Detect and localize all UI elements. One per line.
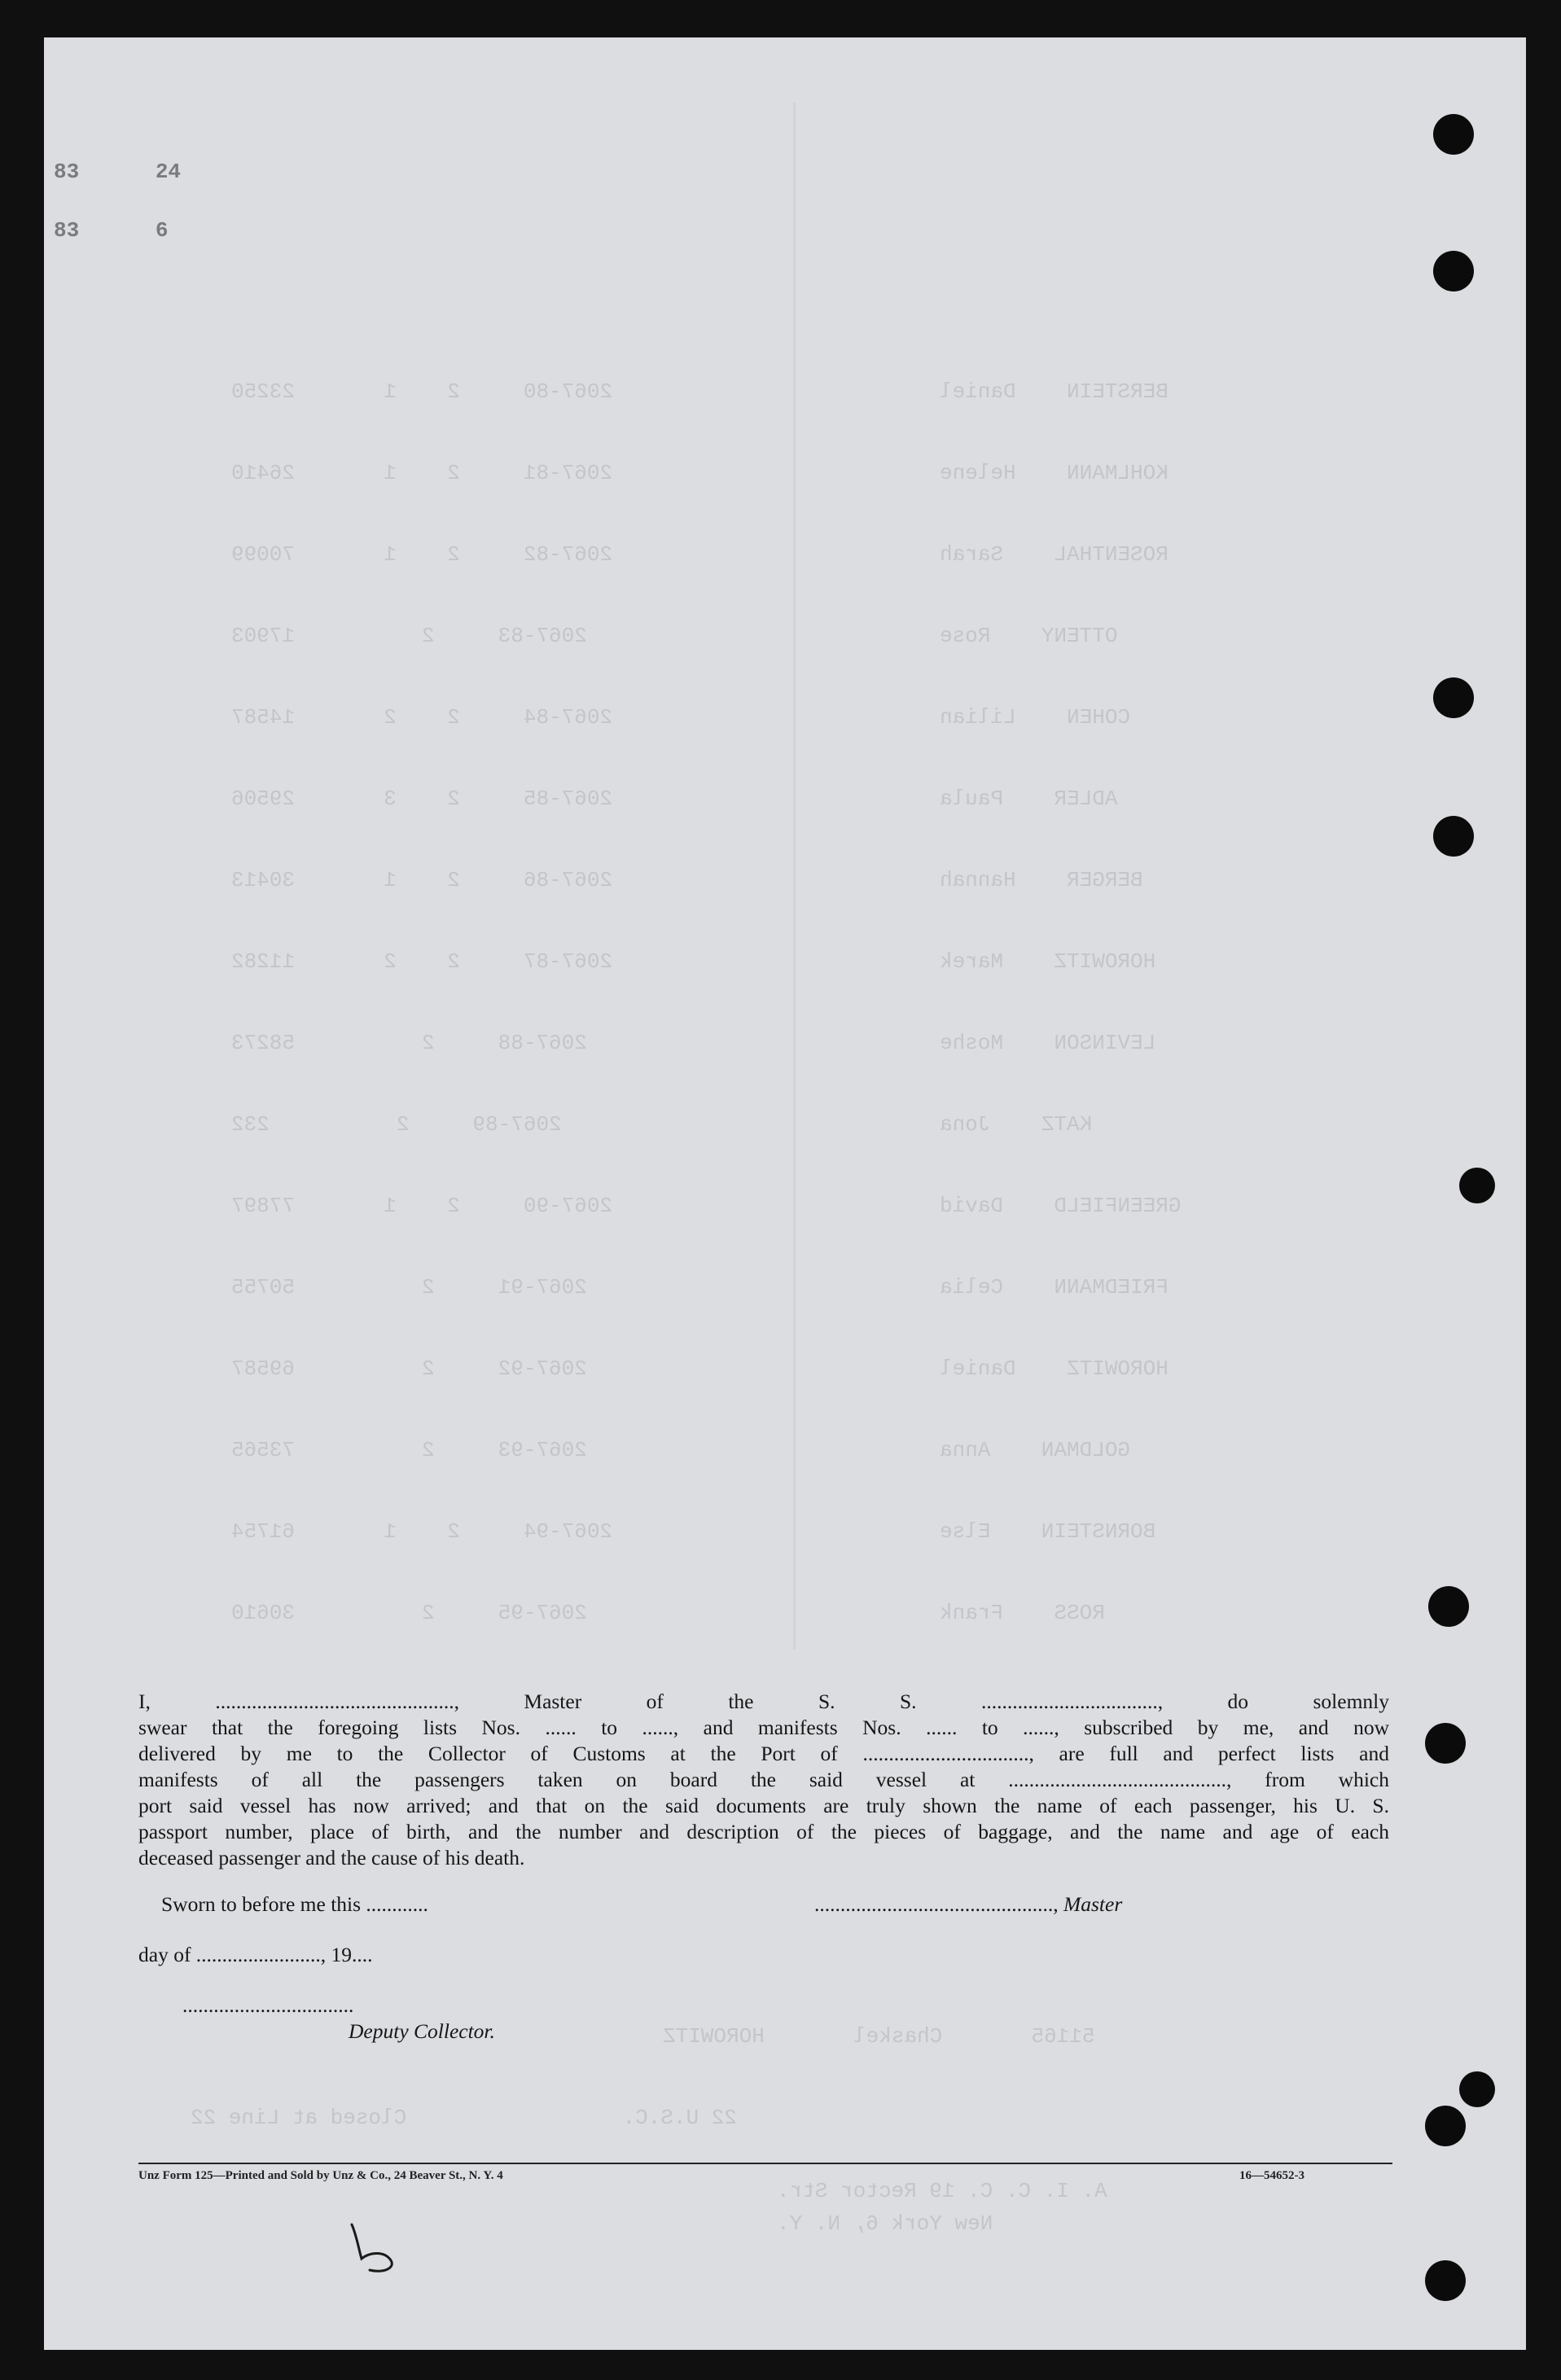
master-signature-line bbox=[814, 1892, 1122, 1917]
oath-line: port said vessel has now arrived; and that on the said documents are truly shown the name of each passenger, his U. S. bbox=[138, 1794, 1389, 1817]
punch-hole bbox=[1459, 1168, 1495, 1203]
oath-line: delivered by me to the Collector of Customs at the Port of ................................, are full and perfect lists and bbox=[138, 1742, 1389, 1765]
punch-hole bbox=[1428, 1586, 1469, 1627]
day-of-line: day of ........................, 19.... bbox=[138, 1943, 373, 1966]
punch-hole bbox=[1433, 677, 1474, 718]
oath-line: I, .............................................., Master of the S. S. .................................., do solemnly bbox=[138, 1690, 1389, 1713]
oath-line: deceased passenger and the cause of his death. bbox=[138, 1846, 525, 1869]
punch-hole bbox=[1433, 251, 1474, 291]
form-number: 16—54652-3 bbox=[1239, 2169, 1304, 2182]
deputy-collector-label: Deputy Collector. bbox=[349, 2019, 495, 2043]
oath-line: swear that the foregoing lists Nos. ...... to ......, and manifests Nos. ...... to ......, subscribed by me, and now bbox=[138, 1716, 1389, 1739]
punch-hole bbox=[1459, 2071, 1495, 2107]
punch-hole bbox=[1433, 816, 1474, 857]
punch-hole bbox=[1433, 114, 1474, 155]
manifest-page-reverse: 83 24 83 6 2067-80 2 1 23250 BERSTEIN Daniel 2067-81 2 1 26410 KOHLMANN Helene 2067-82 2 1 70099 ROSENTHAL Sarah 2067-83 2 17903 OTTENY Rose 2067-84 2 2 14587 COHEN Lilian 2067-85 2 3 29506 ADLER Paula 2067-86 2 1 30413 BERGER Hannah 2067-87 2 2 11282 HOROWITZ Marek 2067-88 2 58273 LEVINSON Moshe 2067-89 2 232 KATZ Jona 2067-90 2 1 77897 GREENFIELD David 2067-91 2 50755 FRIEDMANN Celia 2067-92 2 69587 HOROWITZ Daniel 2067-93 2 73565 GOLDMAN Anna 2067-94 2 1 61754 BORNSTEIN Else 2067-95 2 30610 ROSS Frank 51165 Chaskel HOROWITZ 22 U.S.C. Closed at Line 22 A. I. C. C. 19 Rector Str. New York 6, N. Y. I, .............................................., Master of the S. S. .................................., do solemnly swear that the foregoing lists Nos. ...... to ......, and manifests Nos. ...... to ......, subscribed by me, and now delivered by me to the Collector of Customs at the Port of ................................, are full and perfect lists and manifests of all the passengers taken on board the said vessel at .........................................., from which port said vessel has now arrived; and that on the said documents are truly shown the name of each passenger, his U. S. passport number, place of birth, and the number and description of the pieces of baggage, and the name and age of each deceased passenger and the cause of his death. Sworn to before me this ............ .............................................., Master day of ........................, 19.... ................................. Deputy Collector. Unz Form 125—Printed and Sold by Unz & Co., 24 Beaver St., N. Y. 4 16—54652-3 bbox=[44, 37, 1526, 2350]
master-oath-paragraph bbox=[138, 1689, 1389, 1871]
footer-rule bbox=[138, 2163, 1392, 2164]
handwritten-page-number bbox=[345, 2220, 402, 2277]
oath-line: passport number, place of birth, and the number and description of the pieces of baggage, and the name and age of each bbox=[138, 1820, 1389, 1843]
master-signature-dots: .............................................., bbox=[814, 1892, 1059, 1916]
oath-line: manifests of all the passengers taken on board the said vessel at .........................................., from which bbox=[138, 1768, 1389, 1791]
collector-signature-dots: ................................. bbox=[182, 1993, 354, 2017]
master-label: Master bbox=[1063, 1892, 1123, 1916]
form-imprint: Unz Form 125—Printed and Sold by Unz & Co., 24 Beaver St., N. Y. 4 bbox=[138, 2169, 503, 2182]
punch-hole bbox=[1425, 2260, 1466, 2301]
punch-hole bbox=[1425, 2106, 1466, 2146]
sworn-before-line: Sworn to before me this ............ bbox=[161, 1892, 428, 1916]
punch-hole bbox=[1425, 1723, 1466, 1764]
